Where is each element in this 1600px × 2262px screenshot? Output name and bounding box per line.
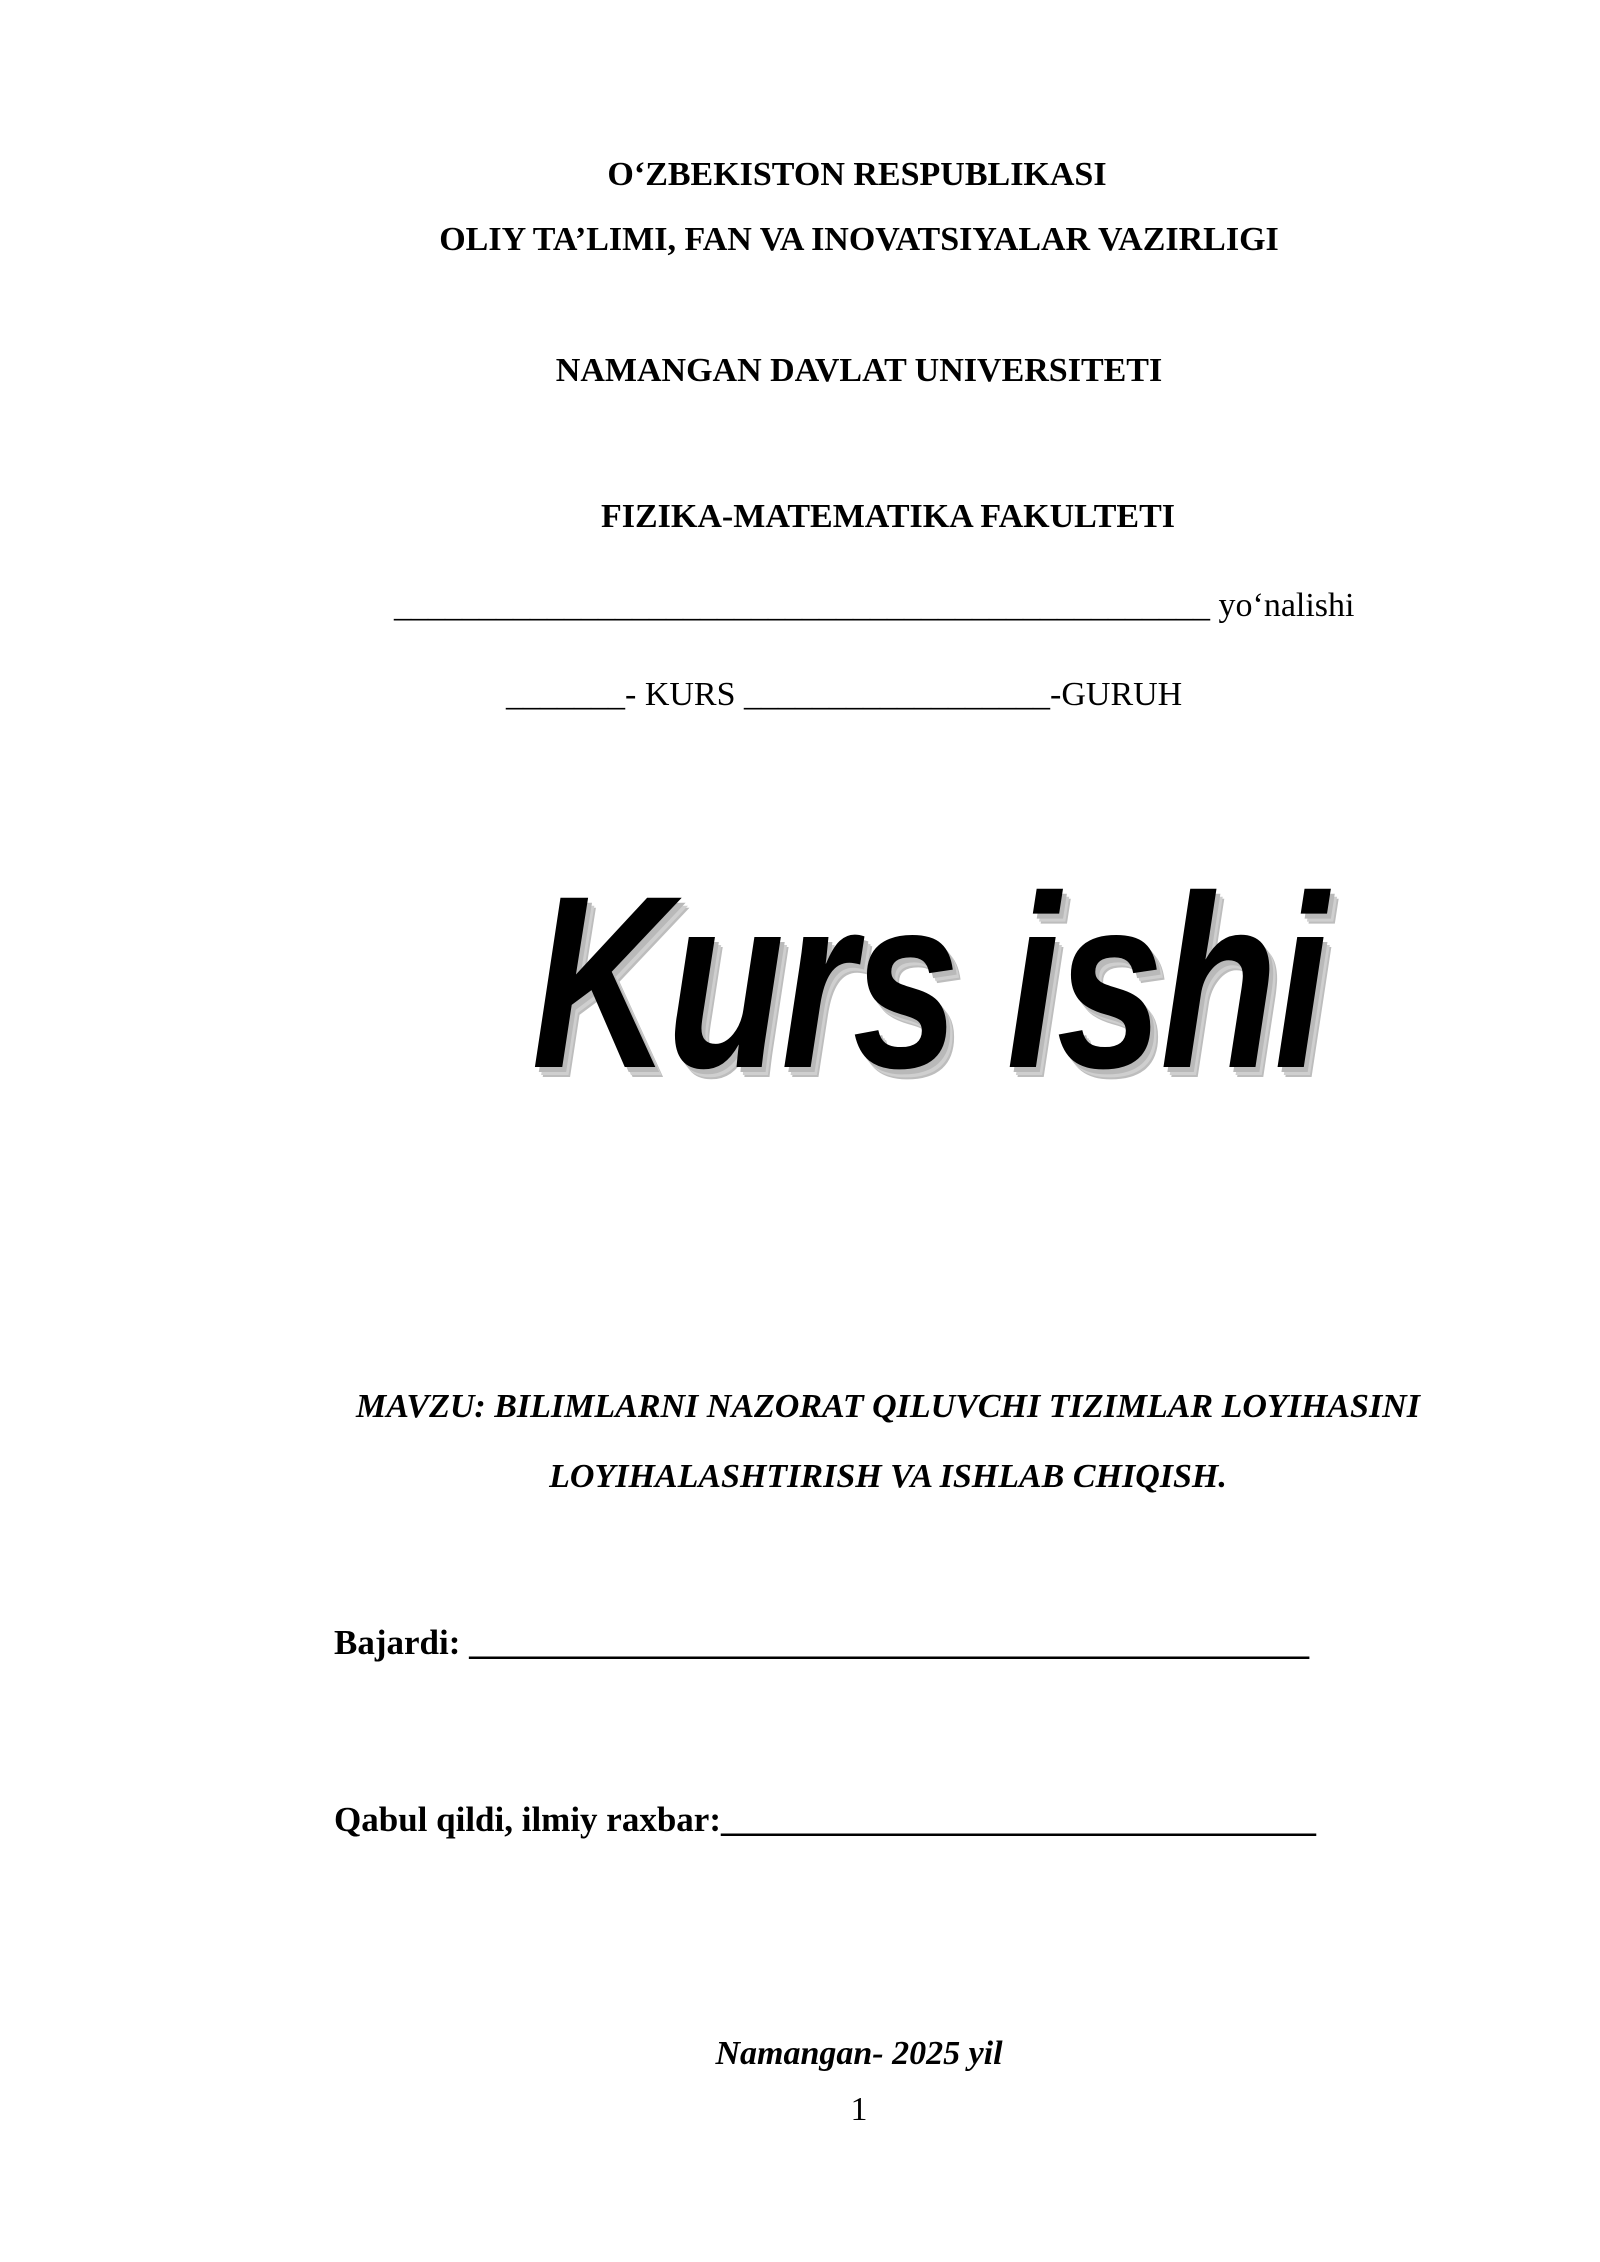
page-number: 1 bbox=[850, 2091, 868, 2128]
course-group-field-line: _______- KURS __________________-GURUH bbox=[506, 676, 1183, 713]
accepted-by-advisor-signature-line: Qabul qildi, ilmiy raxbar:__________________________________ bbox=[334, 1800, 1316, 1839]
university-heading: NAMANGAN DAVLAT UNIVERSITETI bbox=[555, 352, 1163, 389]
ministry-heading: OLIY TA’LIMI, FAN VA INOVATSIYALAR VAZIRLIGI bbox=[439, 221, 1279, 258]
topic-line-2: LOYIHALASHTIRISH VA ISHLAB CHIQISH. bbox=[549, 1458, 1227, 1495]
topic-line-1: MAVZU: BILIMLARNI NAZORAT QILUVCHI TIZIMLAR LOYIHASINI bbox=[356, 1388, 1420, 1425]
performed-by-signature-line: Bajardi: ________________________________________________ bbox=[334, 1623, 1310, 1662]
city-year: Namangan- 2025 yil bbox=[715, 2035, 1003, 2072]
country-heading: O‘ZBEKISTON RESPUBLIKASI bbox=[607, 156, 1107, 193]
faculty-heading: FIZIKA-MATEMATIKA FAKULTETI bbox=[601, 498, 1175, 535]
direction-field-line: ________________________________________________ yo‘nalishi bbox=[394, 587, 1355, 624]
document-title: Kurs ishi bbox=[531, 845, 1325, 1120]
